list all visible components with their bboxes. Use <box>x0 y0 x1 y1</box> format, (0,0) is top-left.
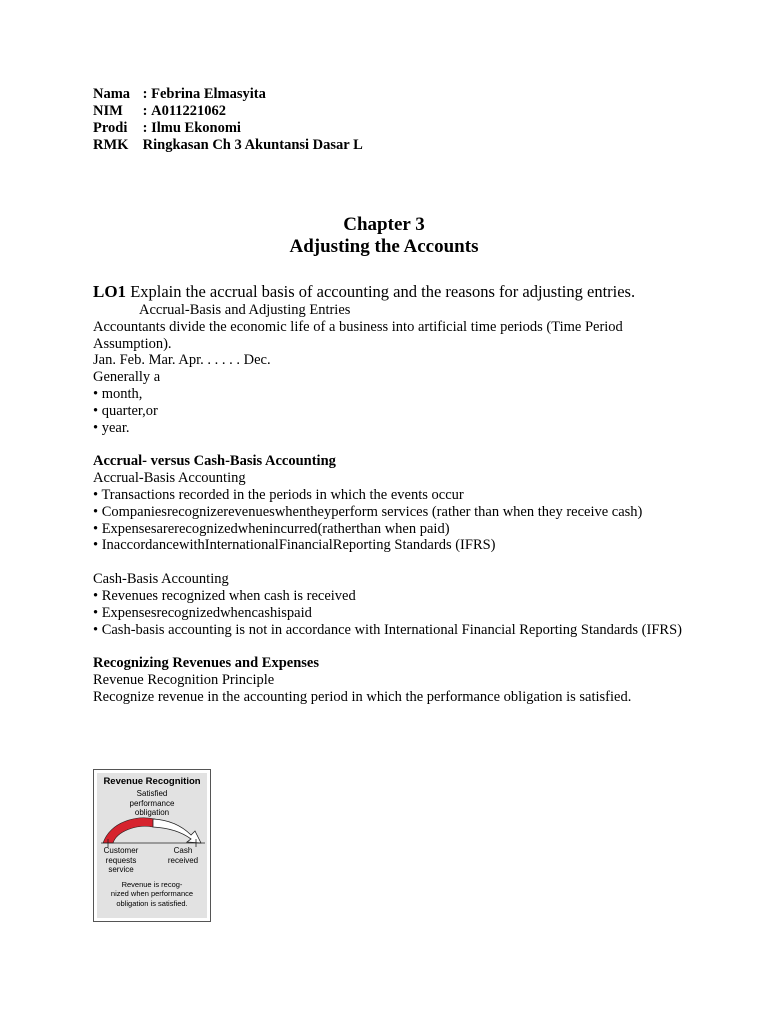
chapter-subtitle: Adjusting the Accounts <box>289 236 479 257</box>
lo-label: LO1 <box>93 282 127 301</box>
info-row-nim: NIM : A011221062 <box>93 103 227 119</box>
learning-objective-1 <box>93 282 693 302</box>
figure-satisfied-label: Satisfied performance obligation <box>129 789 175 817</box>
subheading: Accrual-Basis Accounting <box>93 470 246 487</box>
figure-cash-label: Cash received <box>167 846 199 865</box>
student-info <box>93 86 693 154</box>
figure-background <box>97 773 207 918</box>
revenue-recognition-figure <box>93 769 211 922</box>
list-item: • InaccordancewithInternationalFinancialReporting Standards (IFRS) <box>93 537 496 554</box>
paragraph: Generally a <box>93 369 161 386</box>
timeline-arrow-graphic <box>97 813 209 849</box>
chapter-title <box>93 214 675 258</box>
info-row-nama: Nama : Febrina Elmasyita <box>93 86 266 102</box>
chapter-number: Chapter 3 <box>343 214 425 235</box>
document-page <box>93 86 693 706</box>
figure-customer-label: Customer requests service <box>103 846 139 874</box>
red-arc-shape <box>103 818 155 843</box>
list-item: • Expensesrecognizedwhencashispaid <box>93 604 312 621</box>
list-item: • year. <box>93 419 130 436</box>
section-heading: Recognizing Revenues and Expenses <box>93 655 319 672</box>
section-heading: Accrual-Basis and Adjusting Entries <box>139 302 351 318</box>
lo-text: Explain the accrual basis of accounting and the reasons for adjusting entries. <box>126 282 636 301</box>
white-arrow-shape <box>153 819 201 843</box>
section-accrual-basis <box>93 302 693 706</box>
paragraph: Recognize revenue in the accounting period in which the performance obligation is satisfied. <box>93 688 632 705</box>
list-item: • Companiesrecognizerevenueswhentheyperform services (rather than when they receive cash) <box>93 503 643 520</box>
list-item: • month, <box>93 385 143 402</box>
list-item: • Expensesarerecognizedwhenincurred(ratherthan when paid) <box>93 520 450 537</box>
section-heading: Accrual- versus Cash-Basis Accounting <box>93 453 336 470</box>
list-item: • Transactions recorded in the periods in which the events occur <box>93 486 464 503</box>
info-row-rmk: RMK Ringkasan Ch 3 Akuntansi Dasar L <box>93 137 363 153</box>
list-item: • quarter,or <box>93 402 158 419</box>
subheading: Cash-Basis Accounting <box>93 571 229 588</box>
info-row-prodi: Prodi : Ilmu Ekonomi <box>93 120 241 136</box>
paragraph: Jan. Feb. Mar. Apr. . . . . . Dec. <box>93 352 271 369</box>
figure-title: Revenue Recognition <box>103 776 201 787</box>
figure-note: Revenue is recog- nized when performance obligation is satisfied. <box>110 880 194 908</box>
list-item: • Cash-basis accounting is not in accordance with International Financial Reporting Standards (IFRS) <box>93 621 682 638</box>
list-item: • Revenues recognized when cash is received <box>93 587 356 604</box>
subheading: Revenue Recognition Principle <box>93 672 275 689</box>
paragraph: Accountants divide the economic life of a business into artificial time periods (Time Period Assumption). <box>93 318 623 352</box>
